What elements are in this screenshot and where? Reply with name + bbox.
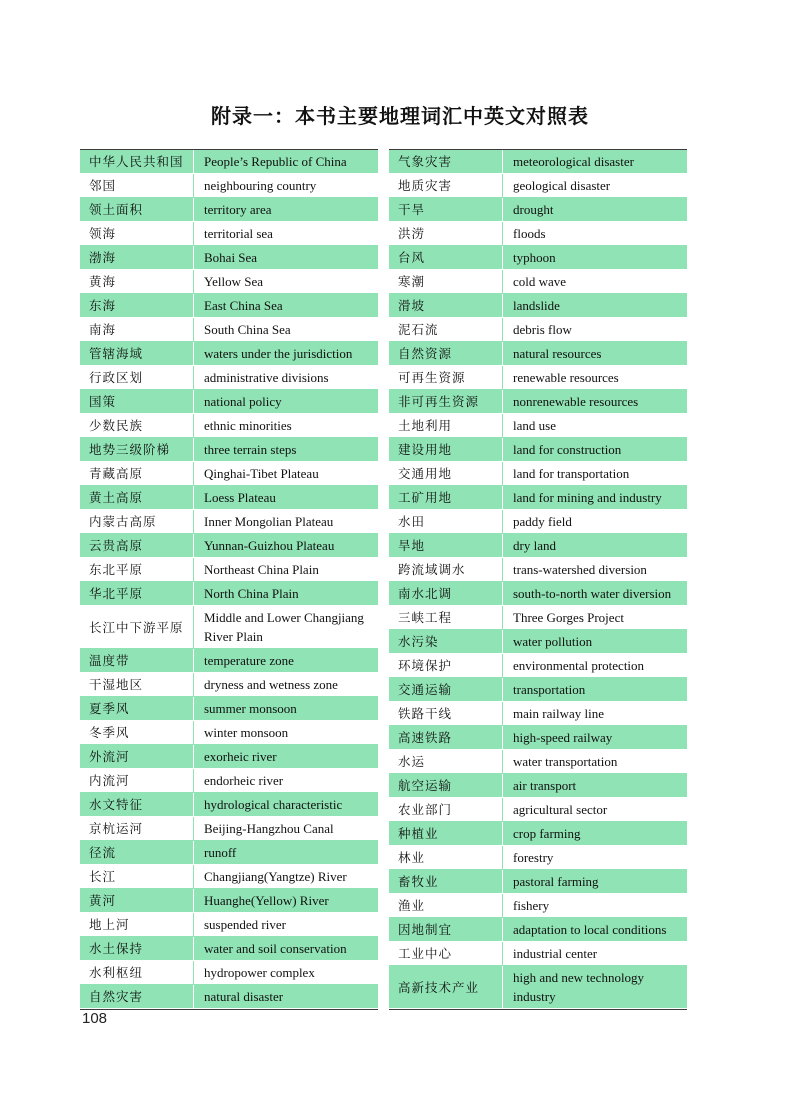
term-english: water pollution <box>513 634 593 649</box>
table-row <box>389 558 687 582</box>
term-english: exorheic river <box>204 749 277 764</box>
table-row <box>80 534 378 558</box>
table-row <box>389 750 687 774</box>
term-chinese: 黄海 <box>80 270 194 293</box>
table-row <box>80 414 378 438</box>
table-row <box>80 721 378 745</box>
term-english: administrative divisions <box>204 370 329 385</box>
term-english: main railway line <box>513 706 604 721</box>
term-chinese: 渔业 <box>389 894 503 917</box>
term-chinese: 水文特征 <box>80 793 194 816</box>
term-english: ethnic minorities <box>204 418 292 433</box>
table-row <box>80 174 378 198</box>
term-english: renewable resources <box>513 370 619 385</box>
term-chinese: 国策 <box>80 390 194 413</box>
table-row <box>80 841 378 865</box>
term-english: North China Plain <box>204 586 299 601</box>
table-row <box>80 913 378 937</box>
term-english: endorheic river <box>204 773 284 788</box>
table-row <box>80 342 378 366</box>
term-chinese: 邻国 <box>80 174 194 197</box>
term-english: Huanghe(Yellow) River <box>204 893 329 908</box>
term-english: Bohai Sea <box>204 250 258 265</box>
term-chinese: 水运 <box>389 750 503 773</box>
term-english: environmental protection <box>513 658 645 673</box>
table-row <box>389 654 687 678</box>
term-chinese: 黄河 <box>80 889 194 912</box>
table-row <box>80 606 378 649</box>
term-chinese: 领海 <box>80 222 194 245</box>
term-english: three terrain steps <box>204 442 297 457</box>
table-row <box>80 366 378 390</box>
term-english: transportation <box>513 682 586 697</box>
term-english: trans-watershed diversion <box>513 562 647 577</box>
term-chinese: 径流 <box>80 841 194 864</box>
term-english: Yellow Sea <box>204 274 263 289</box>
term-english: Yunnan-Guizhou Plateau <box>204 538 335 553</box>
term-english: crop farming <box>513 826 581 841</box>
term-chinese: 青藏高原 <box>80 462 194 485</box>
table-row <box>80 390 378 414</box>
term-chinese: 跨流域调水 <box>389 558 503 581</box>
term-chinese: 云贵高原 <box>80 534 194 557</box>
table-row <box>80 222 378 246</box>
term-chinese: 洪涝 <box>389 222 503 245</box>
table-row <box>389 582 687 606</box>
term-chinese: 非可再生资源 <box>389 390 503 413</box>
term-chinese: 内流河 <box>80 769 194 792</box>
term-english: landslide <box>513 298 560 313</box>
table-row <box>80 985 378 1009</box>
term-english: Middle and Lower Changjiang River Plain <box>204 610 364 644</box>
term-english: land use <box>513 418 556 433</box>
table-row <box>80 937 378 961</box>
term-chinese: 寒潮 <box>389 270 503 293</box>
table-row <box>80 318 378 342</box>
term-english: Three Gorges Project <box>513 610 624 625</box>
term-chinese: 建设用地 <box>389 438 503 461</box>
table-row <box>80 582 378 606</box>
term-chinese: 交通用地 <box>389 462 503 485</box>
term-english: Qinghai-Tibet Plateau <box>204 466 319 481</box>
table-row <box>389 198 687 222</box>
term-english: temperature zone <box>204 653 294 668</box>
term-english: neighbouring country <box>204 178 317 193</box>
term-english: floods <box>513 226 546 241</box>
table-row <box>389 846 687 870</box>
term-chinese: 干旱 <box>389 198 503 221</box>
table-row <box>80 246 378 270</box>
table-row <box>389 510 687 534</box>
table-row <box>389 918 687 942</box>
term-english: cold wave <box>513 274 567 289</box>
term-english: typhoon <box>513 250 556 265</box>
page-number: 108 <box>82 1010 108 1027</box>
term-english: Inner Mongolian Plateau <box>204 514 334 529</box>
table-row <box>389 534 687 558</box>
table-row <box>389 366 687 390</box>
term-english: adaptation to local conditions <box>513 922 667 937</box>
term-english: Northeast China Plain <box>204 562 319 577</box>
term-english: waters under the jurisdiction <box>204 346 353 361</box>
term-english: dry land <box>513 538 556 553</box>
term-chinese: 管辖海域 <box>80 342 194 365</box>
term-chinese: 少数民族 <box>80 414 194 437</box>
term-english: water transportation <box>513 754 618 769</box>
term-english: East China Sea <box>204 298 283 313</box>
term-chinese: 旱地 <box>389 534 503 557</box>
table-row <box>389 630 687 654</box>
term-chinese: 领土面积 <box>80 198 194 221</box>
term-english: air transport <box>513 778 577 793</box>
term-english: suspended river <box>204 917 286 932</box>
term-english: industrial center <box>513 946 598 961</box>
term-chinese: 林业 <box>389 846 503 869</box>
table-row <box>389 486 687 510</box>
term-chinese: 夏季风 <box>80 697 194 720</box>
term-chinese: 气象灾害 <box>389 150 503 173</box>
term-chinese: 中华人民共和国 <box>80 150 194 173</box>
table-row <box>80 150 378 174</box>
table-row <box>389 462 687 486</box>
term-chinese: 工矿用地 <box>389 486 503 509</box>
table-row <box>389 966 687 1009</box>
table-row <box>80 889 378 913</box>
term-english: summer monsoon <box>204 701 297 716</box>
term-english: dryness and wetness zone <box>204 677 338 692</box>
term-chinese: 种植业 <box>389 822 503 845</box>
term-chinese: 冬季风 <box>80 721 194 744</box>
term-chinese: 内蒙古高原 <box>80 510 194 533</box>
table-row <box>389 438 687 462</box>
term-english: south-to-north water diversion <box>513 586 672 601</box>
term-chinese: 滑坡 <box>389 294 503 317</box>
term-chinese: 工业中心 <box>389 942 503 965</box>
table-row <box>80 462 378 486</box>
table-row <box>389 702 687 726</box>
table-row <box>389 318 687 342</box>
term-chinese: 水田 <box>389 510 503 533</box>
term-english: land for mining and industry <box>513 490 662 505</box>
table-row <box>389 942 687 966</box>
term-chinese: 华北平原 <box>80 582 194 605</box>
term-chinese: 京杭运河 <box>80 817 194 840</box>
glossary-table-left <box>80 149 378 1010</box>
term-english: hydrological characteristic <box>204 797 343 812</box>
term-chinese: 自然资源 <box>389 342 503 365</box>
term-english: South China Sea <box>204 322 291 337</box>
glossary-table-right <box>389 149 687 1010</box>
table-row <box>80 294 378 318</box>
term-english: forestry <box>513 850 554 865</box>
table-row <box>80 438 378 462</box>
term-english: Loess Plateau <box>204 490 276 505</box>
table-row <box>389 174 687 198</box>
term-chinese: 长江 <box>80 865 194 888</box>
table-row <box>80 769 378 793</box>
term-chinese: 水污染 <box>389 630 503 653</box>
term-english: hydropower complex <box>204 965 315 980</box>
term-english: Changjiang(Yangtze) River <box>204 869 347 884</box>
table-row <box>389 726 687 750</box>
term-english: land for construction <box>513 442 622 457</box>
table-row <box>80 198 378 222</box>
term-chinese: 航空运输 <box>389 774 503 797</box>
term-english: national policy <box>204 394 282 409</box>
table-row <box>80 961 378 985</box>
table-row <box>80 558 378 582</box>
term-chinese: 土地利用 <box>389 414 503 437</box>
term-chinese: 可再生资源 <box>389 366 503 389</box>
table-row <box>389 222 687 246</box>
term-chinese: 铁路干线 <box>389 702 503 725</box>
table-row <box>80 865 378 889</box>
table-row <box>80 673 378 697</box>
term-chinese: 地势三级阶梯 <box>80 438 194 461</box>
term-english: land for transportation <box>513 466 630 481</box>
term-chinese: 泥石流 <box>389 318 503 341</box>
table-row <box>389 294 687 318</box>
term-chinese: 农业部门 <box>389 798 503 821</box>
table-row <box>389 894 687 918</box>
table-row <box>389 414 687 438</box>
table-row <box>80 486 378 510</box>
table-row <box>80 697 378 721</box>
term-chinese: 高速铁路 <box>389 726 503 749</box>
term-english: territory area <box>204 202 272 217</box>
term-chinese: 渤海 <box>80 246 194 269</box>
term-english: high and new technology industry <box>513 970 645 1004</box>
term-english: winter monsoon <box>204 725 289 740</box>
term-english: debris flow <box>513 322 572 337</box>
table-row <box>389 270 687 294</box>
term-english: pastoral farming <box>513 874 599 889</box>
term-chinese: 干湿地区 <box>80 673 194 696</box>
table-row <box>389 150 687 174</box>
term-chinese: 三峡工程 <box>389 606 503 629</box>
table-row <box>80 510 378 534</box>
table-row <box>389 774 687 798</box>
term-english: natural disaster <box>204 989 284 1004</box>
term-chinese: 自然灾害 <box>80 985 194 1008</box>
term-english: meteorological disaster <box>513 154 634 169</box>
term-english: agricultural sector <box>513 802 608 817</box>
term-chinese: 南水北调 <box>389 582 503 605</box>
term-chinese: 外流河 <box>80 745 194 768</box>
table-row <box>389 390 687 414</box>
term-english: natural resources <box>513 346 602 361</box>
term-chinese: 南海 <box>80 318 194 341</box>
term-english: high-speed railway <box>513 730 613 745</box>
term-chinese: 水土保持 <box>80 937 194 960</box>
term-chinese: 行政区划 <box>80 366 194 389</box>
term-english: water and soil conservation <box>204 941 347 956</box>
term-chinese: 温度带 <box>80 649 194 672</box>
term-chinese: 长江中下游平原 <box>80 606 194 648</box>
table-row <box>389 606 687 630</box>
table-row <box>389 798 687 822</box>
page-title: 附录一：本书主要地理词汇中英文对照表 <box>211 104 589 128</box>
term-chinese: 畜牧业 <box>389 870 503 893</box>
table-row <box>389 342 687 366</box>
term-english: Beijing-Hangzhou Canal <box>204 821 334 836</box>
term-english: paddy field <box>513 514 572 529</box>
term-chinese: 交通运输 <box>389 678 503 701</box>
term-chinese: 地质灾害 <box>389 174 503 197</box>
term-chinese: 环境保护 <box>389 654 503 677</box>
table-row <box>80 817 378 841</box>
term-english: fishery <box>513 898 550 913</box>
table-row <box>80 745 378 769</box>
table-row <box>80 793 378 817</box>
term-chinese: 东海 <box>80 294 194 317</box>
term-chinese: 水利枢纽 <box>80 961 194 984</box>
term-english: nonrenewable resources <box>513 394 639 409</box>
table-row <box>389 822 687 846</box>
term-chinese: 黄土高原 <box>80 486 194 509</box>
term-english: runoff <box>204 845 237 860</box>
term-chinese: 东北平原 <box>80 558 194 581</box>
table-row <box>389 870 687 894</box>
table-row <box>80 270 378 294</box>
term-english: territorial sea <box>204 226 273 241</box>
term-chinese: 地上河 <box>80 913 194 936</box>
table-row <box>80 649 378 673</box>
table-row <box>389 246 687 270</box>
term-english: People’s Republic of China <box>204 154 347 169</box>
table-row <box>389 678 687 702</box>
term-chinese: 高新技术产业 <box>389 966 503 1008</box>
term-english: geological disaster <box>513 178 611 193</box>
term-chinese: 因地制宜 <box>389 918 503 941</box>
term-english: drought <box>513 202 554 217</box>
term-chinese: 台风 <box>389 246 503 269</box>
